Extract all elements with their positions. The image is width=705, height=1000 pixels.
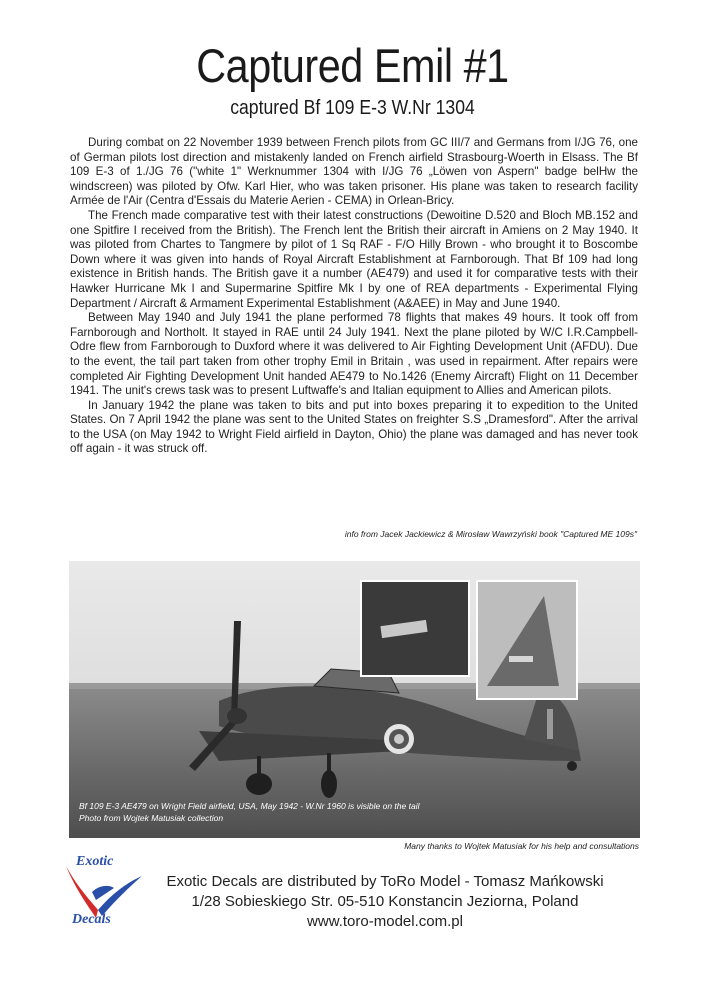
website-link[interactable]: www.toro-model.com.pl — [307, 913, 463, 930]
logo-word-bottom: Decals — [72, 912, 111, 927]
paragraph-4: In January 1942 the plane was taken to bits and put into boxes preparing it to expedition to the United States. On 7 April 1942 the plane was sent to the United States on freighter S.S „Dramesford". After the arrival to the USA (on May 1942 to Wright Field airfield in Dayton, Ohio) the plane was damaged and has never took off again - it was struck off. — [70, 398, 638, 456]
footer-line-1: Exotic Decals are distributed by ToRo Model - Tomasz Mańkowski — [166, 873, 604, 890]
logo-word-top: Exotic — [76, 854, 114, 869]
aircraft-photo — [69, 561, 640, 838]
article-body — [70, 136, 638, 457]
acknowledgement: Many thanks to Wojtek Matusiak for his help and consultations — [404, 841, 639, 851]
page-subtitle: captured Bf 109 E-3 W.Nr 1304 — [230, 97, 475, 119]
photo-caption-line-1: Bf 109 E-3 AE479 on Wright Field airfield, USA, May 1942 - W.Nr 1960 is visible on the tail — [79, 801, 420, 811]
photo-caption-line-2: Photo from Wojtek Matusiak collection — [79, 813, 224, 823]
source-credit: info from Jacek Jackiewicz & Mirosław Wawrzyński book "Captured ME 109s" — [344, 529, 637, 539]
distributor-info — [140, 872, 630, 932]
paragraph-1: During combat on 22 November 1939 between French pilots from GC III/7 and Germans from I/JG 76, one of German pilots lost direction and mistakenly landed on French airfield Strasbourg-Woerth in Elsass. The Bf 109 E-3 of 1./JG 76 ("white 1" Werknummer 1304 with I/JG 76 „Löwen von Aspern" badge belHw the windscreen) was piloted by Ofw. Karl Hier, who was taken prisoner. His plane was taken to research facility Armée de l'Air (Centra d'Essais du Materie Aerien - CEMA) in Orlean-Bricy. — [70, 136, 638, 208]
exotic-decals-logo — [58, 848, 148, 932]
paragraph-3: Between May 1940 and July 1941 the plane performed 78 flights that makes 49 hours. It took off from Farnborough and Northolt. It stayed in RAE until 24 July 1941. Next the plane piloted by W/C I.R.Campbell-Odre flew from Farnborough to Duxford where it was delivered to Air Fighting Development Unit (AFDU). Due to the event, the tail part taken from other trophy Emil in Britain , was used in repairment. After repairs were completed Air Fighting Development Unit handed AE479 to No.1426 (Enemy Aircraft) Flight on 11 December 1941. The unit's crews task was to present Luftwaffe's and Italian equipment to Allies and American pilots. — [70, 311, 638, 398]
paragraph-2: The French made comparative test with their latest constructions (Dewoitine D.520 and Bloch MB.152 and one Spitfire I received from the British). The French lent the British their aircraft in Amiens on 2 May 1940. It was piloted from Chartes to Tangmere by pilot of 1 Sq RAF - F/O Hilly Brown - who brought it to Boscombe Down where it was given into hands of Royal Aircraft Establishment at Farnborough. That Bf 109 had long existence in British hands. The British gave it a number (AE479) and used it for comparative tests with their Hawker Hurricane Mk I and Supermarine Spitfire Mk I by one of REA departments - Experimental Flying Department / Aircraft & Armament Experimental Establishment (A&AEE) in May and June 1940. — [70, 208, 638, 310]
page-title: Captured Emil #1 — [196, 39, 509, 92]
photo-caption — [79, 800, 419, 824]
footer-line-2: 1/28 Sobieskiego Str. 05-510 Konstancin Jeziorna, Poland — [191, 893, 579, 910]
